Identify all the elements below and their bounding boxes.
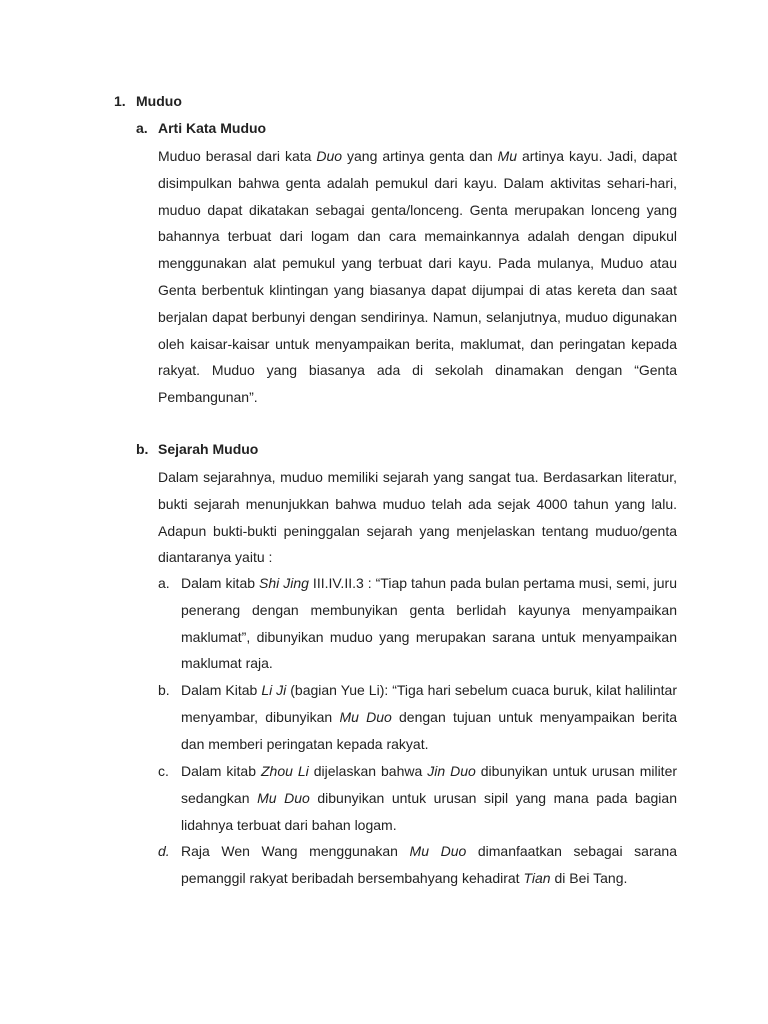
- list-item-text: Dalam Kitab Li Ji (bagian Yue Li): “Tiga hari sebelum cuaca buruk, kilat halilintar menyambar, dibunyikan Mu Duo dengan tujuan untuk menyampaikan berita dan memberi peringatan kepada rakyat.: [181, 682, 677, 752]
- section-title: Muduo: [136, 93, 182, 109]
- list-item: [158, 677, 677, 757]
- list-item: [158, 570, 677, 677]
- list-marker: a.: [158, 575, 170, 591]
- list-marker: b.: [158, 682, 170, 698]
- subsection-b-marker: b.: [136, 441, 149, 457]
- subsection-a-title: Arti Kata Muduo: [158, 120, 267, 136]
- subsection-b-title: Sejarah Muduo: [158, 441, 259, 457]
- list-item: [158, 758, 677, 838]
- list-item: [158, 838, 677, 892]
- subsection-a-heading: [136, 120, 266, 136]
- subsection-a-marker: a.: [136, 120, 148, 136]
- list-marker: d.: [158, 843, 170, 859]
- list-item-text: Raja Wen Wang menggunakan Mu Duo dimanfaatkan sebagai sarana pemanggil rakyat beribadah bersembahyang kehadirat Tian di Bei Tang.: [181, 843, 677, 886]
- subsection-a-paragraph: Muduo berasal dari kata Duo yang artinya genta dan Mu artinya kayu. Jadi, dapat disimpulkan bahwa genta adalah pemukul dari kayu. Dalam aktivitas sehari-hari, muduo dapat dikatakan sebagai genta/lonceng. Genta merupakan lonceng yang bahannya terbuat dari logam dan cara memainkannya adalah dengan dipukul menggunakan alat pemukul yang terbuat dari kayu. Pada mulanya, Muduo atau Genta berbentuk klintingan yang biasanya dapat dijumpai di atas kereta dan saat berjalan dapat berbunyi dengan sendirinya. Namun, selanjutnya, muduo digunakan oleh kaisar-kaisar untuk menyampaikan berita, maklumat, dan peringatan kepada rakyat. Muduo yang biasanya ada di sekolah dinamakan dengan “Genta Pembangunan”.: [158, 148, 677, 406]
- list-marker: c.: [158, 763, 169, 779]
- subsection-b-intro: Dalam sejarahnya, muduo memiliki sejarah yang sangat tua. Berdasarkan literatur, bukti sejarah menunjukkan bahwa muduo telah ada sejak 4000 tahun yang lalu. Adapun bukti-bukti peninggalan sejarah yang menjelaskan tentang muduo/genta diantaranya yaitu :: [158, 469, 677, 566]
- section-heading: [114, 93, 182, 109]
- subsection-b-heading: [136, 441, 258, 457]
- section-number: 1.: [114, 93, 126, 109]
- list-item-text: Dalam kitab Zhou Li dijelaskan bahwa Jin Duo dibunyikan untuk urusan militer sedangkan Mu Duo dibunyikan untuk urusan sipil yang mana pada bagian lidahnya terbuat dari bahan logam.: [181, 763, 678, 833]
- list-item-text: Dalam kitab Shi Jing III.IV.II.3 : “Tiap tahun pada bulan pertama musi, semi, juru penerang dengan membunyikan genta berlidah kayunya menyampaikan maklumat”, dibunyikan muduo yang merupakan sarana untuk menyampaikan maklumat raja.: [181, 575, 678, 672]
